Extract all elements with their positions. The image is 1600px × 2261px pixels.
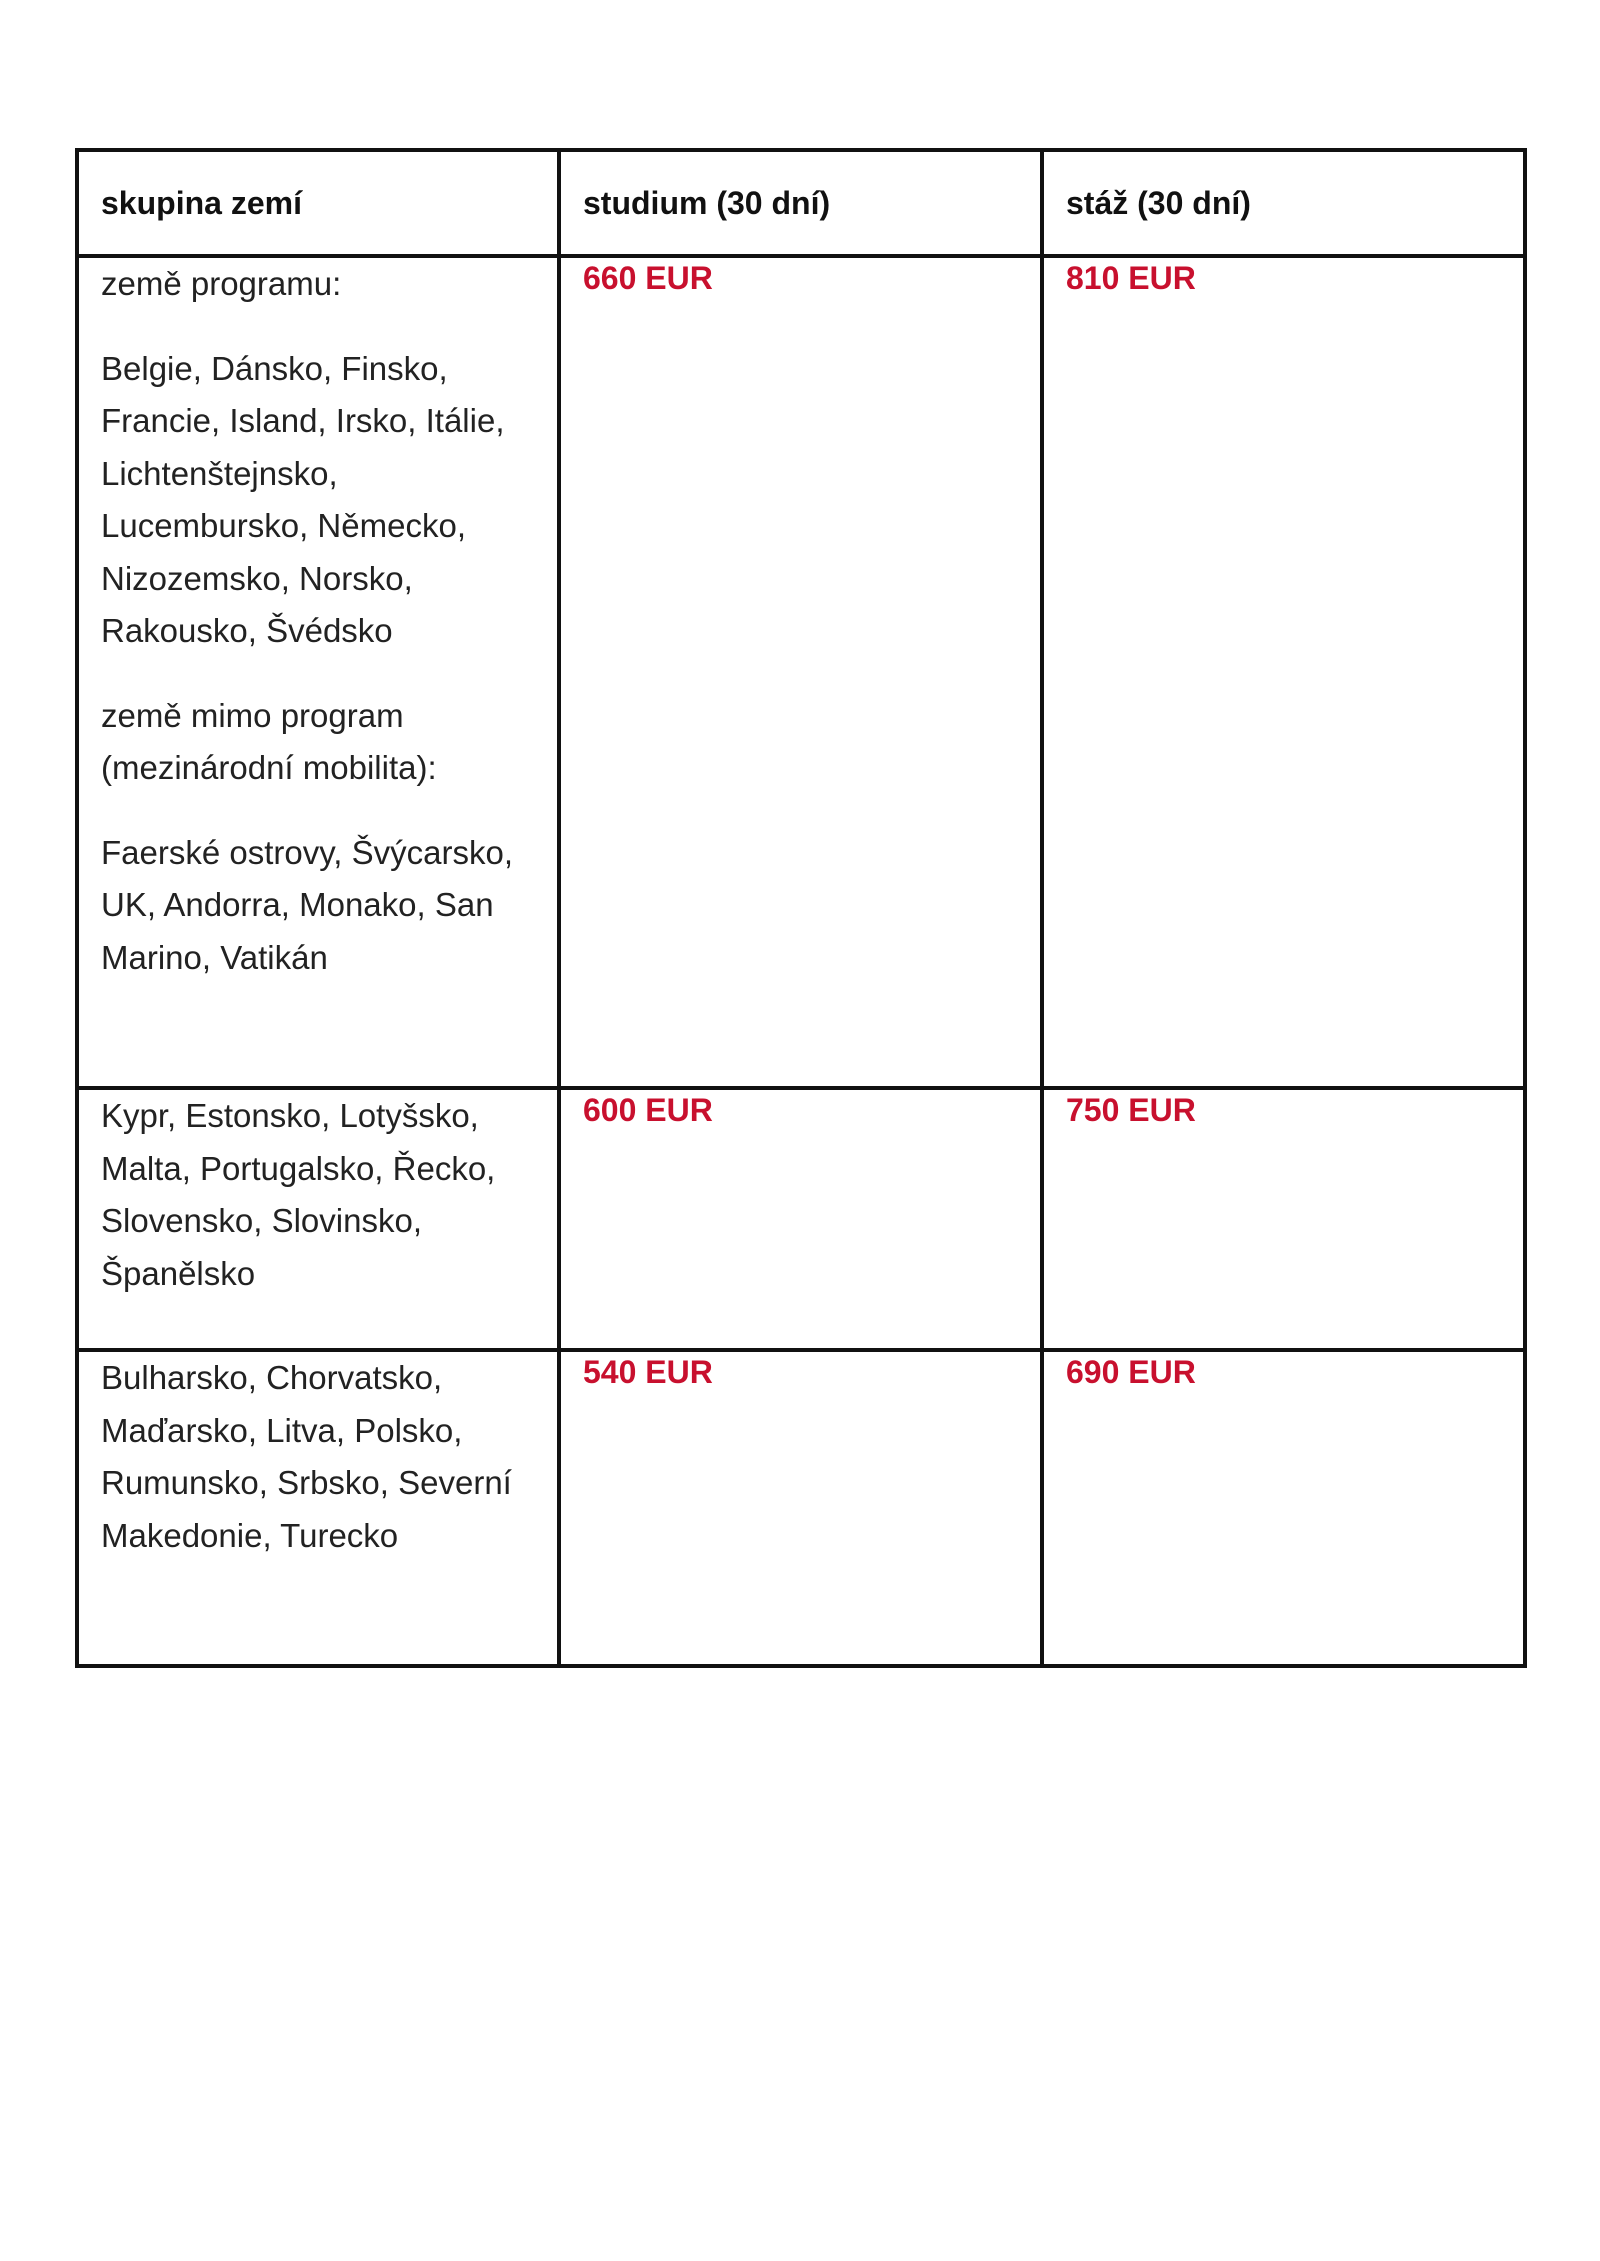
header-country-group: skupina zemí	[77, 150, 559, 256]
table-header-row	[77, 150, 1525, 256]
program-countries-list: Belgie, Dánsko, Finsko, Francie, Island, Irsko, Itálie, Lichtenštejnsko, Lucembursko, Německo, Nizozemsko, Norsko, Rakousko, Švédsko	[101, 349, 505, 649]
grant-rates-table	[75, 148, 1527, 1668]
country-group-cell	[77, 256, 559, 1088]
internship-amount: 750 EUR	[1066, 1092, 1196, 1128]
non-program-countries-heading: země mimo program (mezinárodní mobilita):	[101, 696, 437, 786]
study-amount-cell	[559, 256, 1042, 1088]
table-row	[77, 1088, 1525, 1350]
study-amount-cell	[559, 1088, 1042, 1350]
study-amount: 660 EUR	[583, 260, 713, 296]
program-countries-heading: země programu:	[101, 265, 342, 302]
internship-amount-cell	[1042, 256, 1525, 1088]
header-study: studium (30 dní)	[559, 150, 1042, 256]
internship-amount: 810 EUR	[1066, 260, 1196, 296]
non-program-countries-list: Faerské ostrovy, Švýcarsko, UK, Andorra, Monako, San Marino, Vatikán	[101, 833, 514, 976]
table-row	[77, 1350, 1525, 1666]
countries-list: Bulharsko, Chorvatsko, Maďarsko, Litva, Polsko, Rumunsko, Srbsko, Severní Makedonie, Turecko	[101, 1359, 512, 1554]
internship-amount: 690 EUR	[1066, 1354, 1196, 1390]
countries-list: Kypr, Estonsko, Lotyšsko, Malta, Portugalsko, Řecko, Slovensko, Slovinsko, Španělsko	[101, 1097, 496, 1292]
internship-amount-cell	[1042, 1350, 1525, 1666]
study-amount: 600 EUR	[583, 1092, 713, 1128]
country-group-cell	[77, 1350, 559, 1666]
study-amount-cell	[559, 1350, 1042, 1666]
country-group-cell	[77, 1088, 559, 1350]
study-amount: 540 EUR	[583, 1354, 713, 1390]
header-internship: stáž (30 dní)	[1042, 150, 1525, 256]
table-row	[77, 256, 1525, 1088]
internship-amount-cell	[1042, 1088, 1525, 1350]
